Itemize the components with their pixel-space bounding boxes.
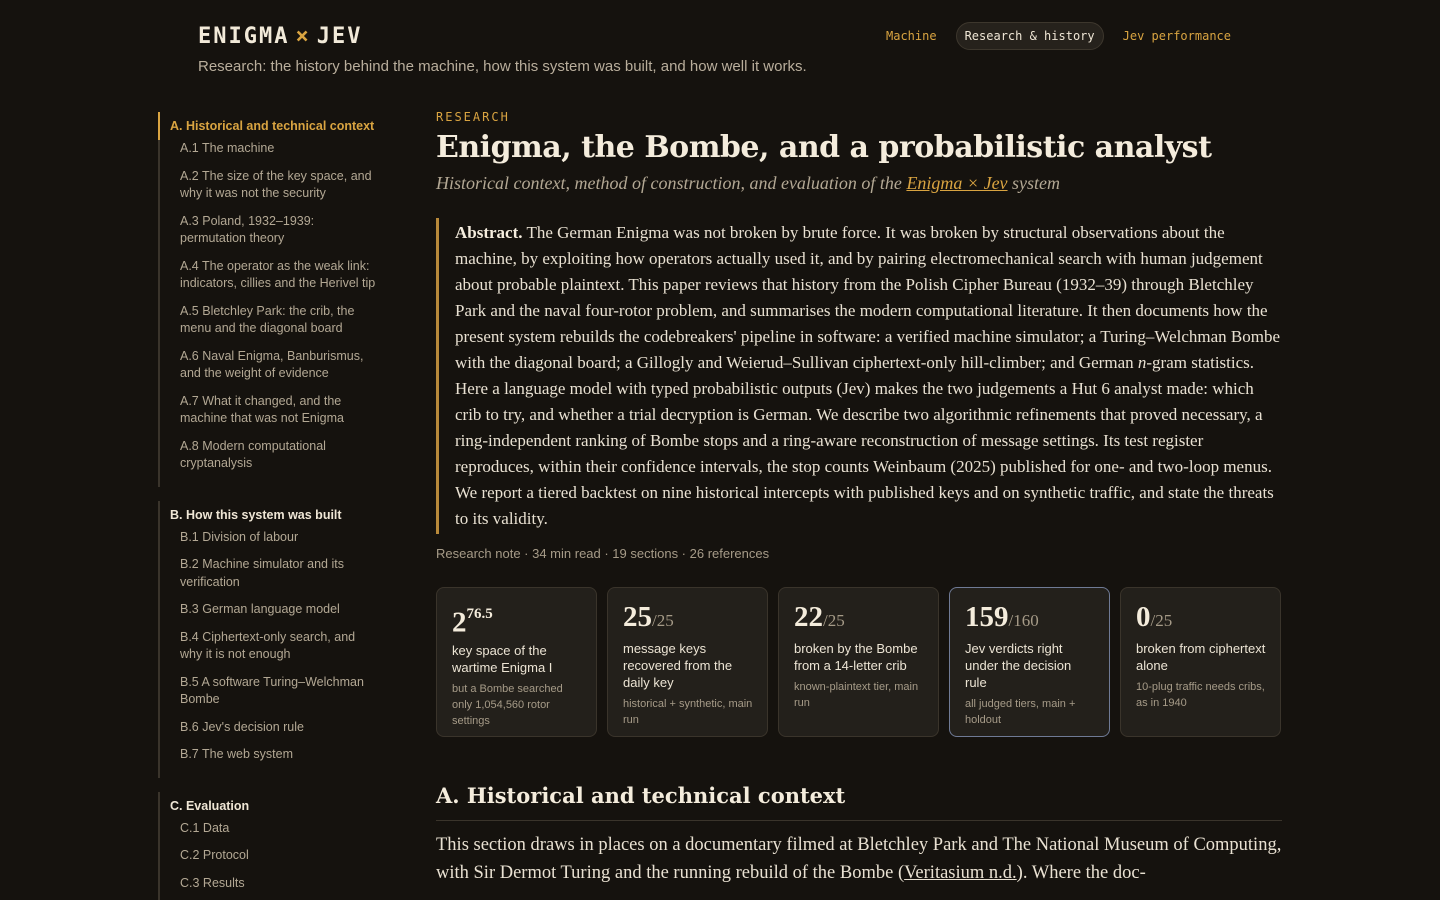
toc-group <box>158 112 388 487</box>
stat-cards <box>436 587 1282 737</box>
abstract-text-2: -gram statistics. Here a language model with typed probabilistic outputs (Jev) makes the two judgements a Hut 6 analyst made: which crib to try, and whether a trial decryption is German. We describe two algorithmic refinements that proved necessary, a ring-independent ranking of Bombe stops and a ring-aware reconstruction of message settings. Its test register reproduces, within their confidence intervals, the stop counts Weinbaum (2025) published for one- and two-loop menus. We report a tiered backtest on nine historical intercepts with published keys and on synthetic traffic, and state the threats to its validity. <box>455 353 1274 528</box>
stat-denominator: /25 <box>823 611 845 630</box>
toc-subsection-link[interactable]: A.5 Bletchley Park: the crib, the menu and the diagonal board <box>180 303 355 335</box>
nav-machine[interactable]: Machine <box>886 29 937 43</box>
toc-section-link[interactable]: C. Evaluation <box>170 798 250 813</box>
main-content <box>436 110 1282 887</box>
subtitle-text-pre: Historical context, method of construction, and evaluation of the <box>436 173 907 193</box>
body-text-pre: This section draws in places on a documentary filmed at Bletchley Park and The National Museum of Computing, with Sir Dermot Turing and the running rebuild of the Bombe ( <box>436 835 1282 883</box>
stat-denominator: /25 <box>1150 611 1173 630</box>
stat-number: 25 <box>623 601 652 633</box>
stat-value <box>1136 602 1266 636</box>
brand-jev: JEV <box>316 24 363 49</box>
stat-card <box>436 587 597 737</box>
stat-label: Jev verdicts right under the decision rule <box>965 641 1072 690</box>
toc-section-link[interactable]: A. Historical and technical context <box>158 112 388 140</box>
article-meta: Research note · 34 min read · 19 sections · 26 references <box>436 546 770 561</box>
stat-note: all judged tiers, main + holdout <box>965 698 1076 726</box>
citation-veritasium-link[interactable]: Veritasium n.d. <box>904 863 1017 883</box>
toc-subsection-link[interactable]: B.5 A software Turing–Welchman Bombe <box>180 674 364 706</box>
stat-note: but a Bombe searched only 1,054,560 rotor settings <box>452 682 563 727</box>
toc-group <box>158 792 388 900</box>
brand-separator: × <box>295 24 311 49</box>
stat-card <box>778 587 939 737</box>
toc-subsection-link[interactable]: A.6 Naval Enigma, Banburismus, and the weight of evidence <box>180 348 364 380</box>
stat-exponent: 76.5 <box>466 606 493 622</box>
toc-subsection-link[interactable]: B.4 Ciphertext-only search, and why it is not enough <box>180 629 356 661</box>
toc-subsection-link[interactable]: A.4 The operator as the weak link: indicators, cillies and the Herivel tip <box>180 258 376 290</box>
stat-number: 22 <box>794 601 823 633</box>
stat-note: known-plaintext tier, main run <box>794 681 919 709</box>
toc-subsection-link[interactable]: B.2 Machine simulator and its verification <box>180 557 344 589</box>
toc-section-link[interactable]: B. How this system was built <box>170 507 342 522</box>
stat-denominator: /25 <box>652 611 674 630</box>
brand-logo[interactable] <box>198 24 362 49</box>
brand-enigma: ENIGMA <box>198 24 290 49</box>
stat-note: 10-plug traffic needs cribs, as in 1940 <box>1136 681 1265 709</box>
subtitle-text-post: system <box>1007 173 1061 193</box>
toc-subsection-link[interactable]: A.1 The machine <box>180 141 275 155</box>
subtitle-system-link[interactable]: Enigma × Jev <box>906 173 1008 193</box>
stat-number: 0 <box>1136 601 1151 633</box>
nav-research-history[interactable]: Research & history <box>956 22 1104 50</box>
stat-label: broken by the Bombe from a 14-letter crib <box>794 641 918 673</box>
stat-value <box>965 602 1095 636</box>
stat-number: 2 <box>452 606 467 639</box>
toc-subsection-link[interactable]: C.2 Protocol <box>180 848 249 862</box>
stat-label: broken from ciphertext alone <box>1136 641 1266 673</box>
nav-jev-performance[interactable]: Jev performance <box>1122 29 1231 43</box>
stat-number: 159 <box>965 601 1009 633</box>
abstract <box>436 218 1282 534</box>
toc-subsection-link[interactable]: B.1 Division of labour <box>180 529 299 544</box>
abstract-n-italic: n <box>1137 353 1147 372</box>
toc-subsection-link[interactable]: B.6 Jev's decision rule <box>180 719 304 734</box>
table-of-contents <box>158 112 388 900</box>
stat-label: key space of the wartime Enigma I <box>452 642 553 675</box>
eyebrow-label: RESEARCH <box>436 110 510 124</box>
stat-value <box>794 602 924 636</box>
toc-subsection-link[interactable]: C.1 Data <box>180 820 230 835</box>
site-tagline: Research: the history behind the machine, how this system was built, and how well it works. <box>198 58 807 75</box>
page-title: Enigma, the Bombe, and a probabilistic analyst <box>436 130 1212 165</box>
body-text-post: ). Where the doc- <box>1016 863 1146 883</box>
toc-subsection-link[interactable]: A.7 What it changed, and the machine that was not Enigma <box>180 393 344 425</box>
section-a-intro <box>436 831 1282 887</box>
toc-subsection-link[interactable]: B.7 The web system <box>180 747 294 761</box>
stat-card <box>1120 587 1281 737</box>
toc-group <box>158 501 388 778</box>
top-nav <box>877 22 1240 50</box>
site-header <box>198 24 1240 84</box>
abstract-text-1: The German Enigma was not broken by brute force. It was broken by structural observations about the machine, by exploiting how operators actually used it, and by pairing electromechanical search with human judgement about probable plaintext. This paper reviews that history from the Polish Cipher Bureau (1932–39) through Bletchley Park and the naval four-rotor problem, and summarises the modern computational literature. It then documents how the present system rebuilds the codebreakers' pipeline in software: a verified machine simulator; a Turing–Welchman Bombe with the diagonal board; a Gillogly and Weierud–Sullivan ciphertext-only hill-climber; and German <box>455 223 1281 372</box>
stat-card <box>607 587 768 737</box>
page-subtitle <box>436 173 1282 194</box>
stat-value <box>452 602 582 638</box>
section-heading-a: A. Historical and technical context <box>436 783 1282 821</box>
toc-subsection-link[interactable]: B.3 German language model <box>180 602 340 616</box>
toc-subsection-link[interactable]: A.3 Poland, 1932–1939: permutation theory <box>180 213 315 245</box>
stat-card <box>949 587 1110 737</box>
stat-label: message keys recovered from the daily key <box>623 641 733 690</box>
toc-subsection-link[interactable]: A.8 Modern computational cryptanalysis <box>180 438 326 470</box>
toc-subsection-link[interactable]: C.3 Results <box>180 875 245 890</box>
stat-note: historical + synthetic, main run <box>623 698 753 726</box>
stat-denominator: /160 <box>1008 611 1039 630</box>
toc-subsection-link[interactable]: A.2 The size of the key space, and why it was not the security <box>180 168 372 200</box>
stat-value <box>623 602 753 636</box>
abstract-label: Abstract. <box>455 223 523 242</box>
